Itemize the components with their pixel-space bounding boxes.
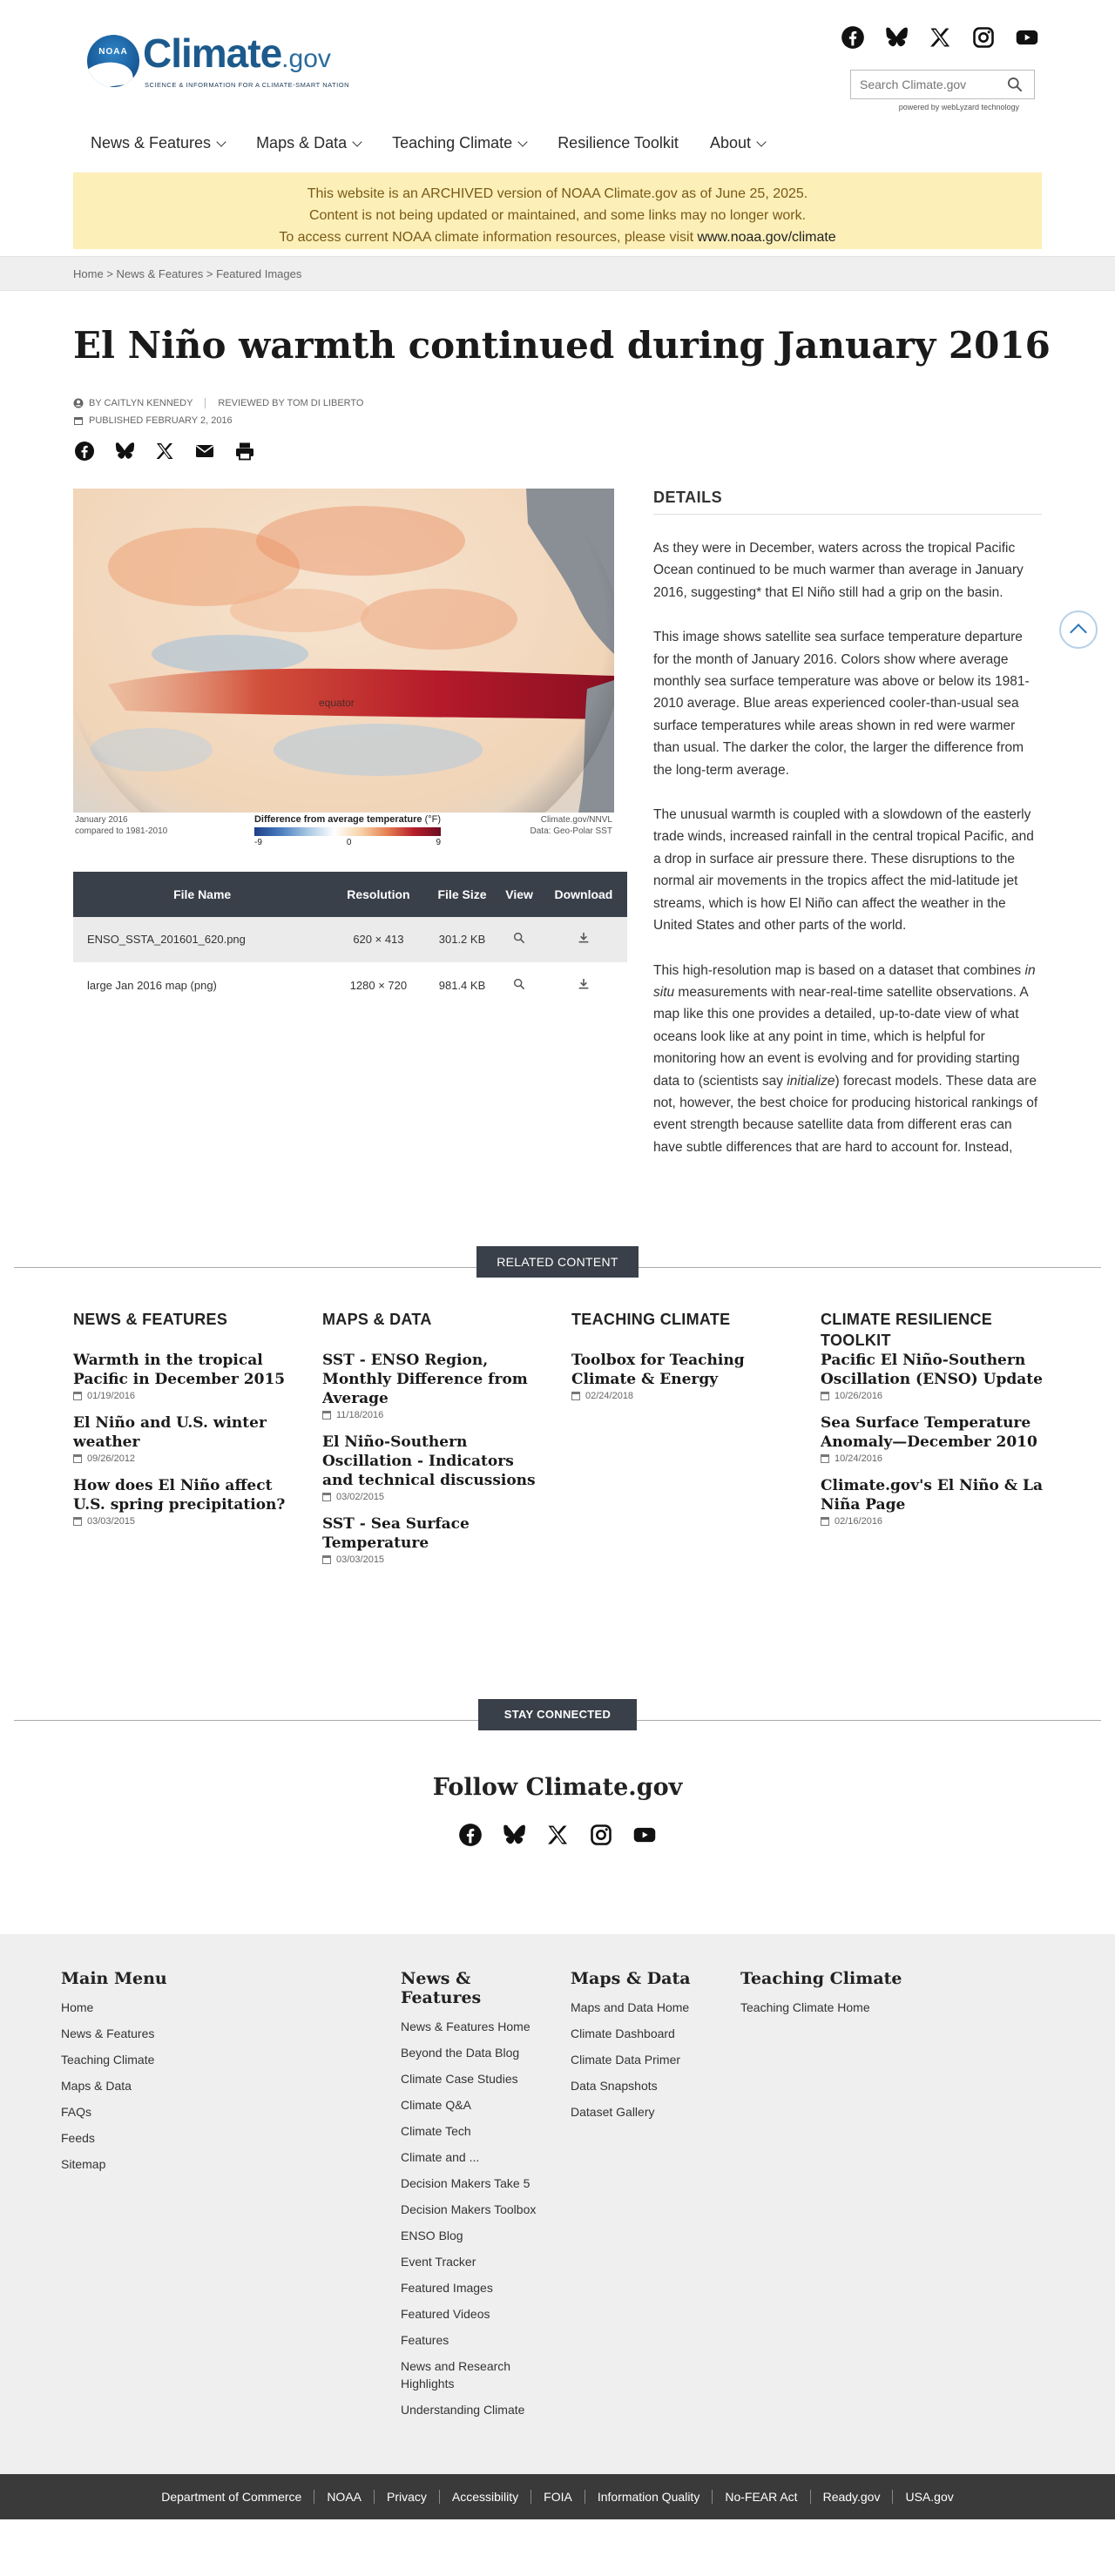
logo-title: Climate.gov	[143, 30, 331, 76]
download-files-table	[73, 872, 627, 1008]
related-item: El Niño-Southern Oscillation - Indicators and technical discussions 03/02/2015	[322, 1433, 536, 1502]
footer-bottom-link[interactable]: No-FEAR Act	[713, 2490, 810, 2504]
breadcrumb-home[interactable]: Home	[73, 266, 104, 280]
footer-link[interactable]: Climate and ...	[401, 2150, 480, 2164]
details-paragraph: This image shows satellite sea surface temperature departure for the month of January 2016. Colors show where average monthly sea surface temperature was above or below its 1981-2010 average. Blue areas experienced cooler-than-usual sea surface temperatures while areas shown in red were warmer than usual. The darker the color, the larger the difference from the long-term average.	[653, 630, 1030, 778]
footer-column-main-menu: Main Menu Home News & Features Teaching Climate Maps & Data FAQs Feeds Sitemap	[61, 1969, 167, 2171]
footer-link[interactable]: Maps and Data Home	[571, 2000, 690, 2014]
chevron-down-icon	[216, 137, 226, 146]
chevron-down-icon	[756, 137, 766, 146]
related-item: How does El Niño affect U.S. spring precipitation? 03/03/2015	[73, 1477, 286, 1527]
details-paragraph: The unusual warmth is coupled with a slowdown of the easterly trade winds, increased rainfall in the central tropical Pacific, and a drop in surface air pressure there. These disruptions to the normal air movements in the tropics affect the mid-latitude jet streams, which is how El Niño can affect the weather in the United States and other parts of the world.	[653, 807, 1034, 934]
nav-resilience-toolkit[interactable]: Resilience Toolkit	[558, 134, 679, 152]
site-header	[0, 0, 1115, 165]
calendar-icon	[821, 1517, 829, 1526]
print-icon[interactable]	[233, 440, 256, 462]
author-link[interactable]: BY CAITLYN KENNEDY	[89, 398, 193, 408]
column-download: Download	[540, 872, 627, 917]
nav-maps-data[interactable]: Maps & Data	[240, 129, 376, 158]
x-icon[interactable]	[544, 1822, 571, 1848]
chevron-down-icon	[352, 137, 362, 146]
chevron-down-icon	[518, 137, 528, 146]
footer-link[interactable]: Understanding Climate	[401, 2403, 525, 2417]
calendar-icon	[73, 1454, 82, 1463]
footer-link[interactable]: Climate Case Studies	[401, 2072, 518, 2086]
download-icon[interactable]	[577, 931, 591, 945]
facebook-icon[interactable]	[840, 24, 866, 51]
table-row: large Jan 2016 map (png) 1280 × 720 981.4 KB	[73, 962, 627, 1008]
footer-link[interactable]: Features	[401, 2333, 449, 2347]
footer-bottom-link[interactable]: Information Quality	[585, 2490, 713, 2504]
related-column-news: NEWS & FEATURES Warmth in the tropical Pacific in December 2015 01/19/2016 El Niño and U.S. winter weather 09/26/2012 How does El Niño affect U.S. spring precipitation? 03/03/2015	[73, 1309, 322, 1577]
footer-link[interactable]: Featured Videos	[401, 2307, 490, 2321]
archive-notice: This website is an ARCHIVED version of NOAA Climate.gov as of June 25, 2025. Content is not being updated or maintained, and some links may no longer work. To access current NOAA climate information resources, please visit www.noaa.gov/climate	[73, 172, 1042, 249]
breadcrumb-news-features[interactable]: News & Features	[116, 266, 204, 280]
footer-column-teaching-climate: Teaching Climate Teaching Climate Home	[740, 1969, 902, 2014]
calendar-icon	[821, 1454, 829, 1463]
instagram-icon[interactable]	[970, 24, 997, 51]
calendar-icon	[821, 1392, 829, 1400]
logo-tagline: SCIENCE & INFORMATION FOR A CLIMATE-SMART NATION	[145, 81, 349, 89]
details-paragraph: As they were in December, waters across the tropical Pacific Ocean continued to be much warmer than average in January 2016, suggesting* that El Niño still had a grip on the basin.	[653, 541, 1024, 600]
follow-heading: Follow Climate.gov	[432, 1774, 683, 1801]
breadcrumb-featured-images[interactable]: Featured Images	[216, 266, 302, 280]
related-item: Pacific El Niño-Southern Oscillation (ENSO) Update 10/26/2016	[821, 1352, 1043, 1401]
footer-link[interactable]: Climate Data Primer	[571, 2053, 681, 2067]
search-icon[interactable]	[999, 71, 1031, 98]
sst-anomaly-map[interactable]	[73, 489, 614, 813]
related-item: SST - ENSO Region, Monthly Difference from Average 11/18/2016	[322, 1352, 528, 1420]
facebook-icon[interactable]	[73, 440, 96, 462]
related-item: Toolbox for Teaching Climate & Energy 02/24/2018	[571, 1352, 745, 1401]
footer-column-maps-data: Maps & Data Maps and Data Home Climate Dashboard Climate Data Primer Data Snapshots Dataset Gallery	[571, 1969, 691, 2119]
related-content-label: RELATED CONTENT	[476, 1246, 639, 1278]
related-content	[0, 1246, 1115, 1577]
footer-link[interactable]: Sitemap	[61, 2157, 106, 2171]
footer-link[interactable]: Climate Q&A	[401, 2098, 471, 2112]
related-column-teaching: TEACHING CLIMATE Toolbox for Teaching Climate & Energy 02/24/2018	[571, 1309, 821, 1577]
youtube-icon[interactable]	[632, 1822, 658, 1848]
calendar-icon	[73, 1517, 82, 1526]
details-paragraph: This high-resolution map is based on a dataset that combines in situ measurements with near-real-time satellite observations. A map like this one provides a detailed, up-to-date view of what oceans look like at any point in time, which is helpful for monitoring how an event is evolving and for providing starting data to (scientists say initialize) forecast models. These data are not, however, the best choice for producing historical rankings of event strength because satellite data from different eras can have subtle differences that are hard to account for. Instead,	[653, 962, 1038, 1155]
footer-link[interactable]: Event Tracker	[401, 2255, 476, 2269]
calendar-icon	[571, 1392, 580, 1400]
stay-connected-label: STAY CONNECTED	[478, 1699, 637, 1730]
bluesky-icon[interactable]	[113, 440, 136, 462]
author-icon	[73, 398, 84, 408]
footer-link[interactable]: Beyond the Data Blog	[401, 2046, 520, 2060]
related-column-maps: MAPS & DATA SST - ENSO Region, Monthly Difference from Average 11/18/2016 El Niño-Southern Oscillation - Indicators and technical discussions 03/02/2015 SST - Sea Surface Temperature 03/03/2015	[322, 1309, 571, 1577]
nav-about[interactable]: About	[694, 129, 780, 158]
related-column-resilience: CLIMATE RESILIENCE TOOLKIT Pacific El Niño-Southern Oscillation (ENSO) Update 10/26/2016 Sea Surface Temperature Anomaly—December 2010 10/24/2016 Climate.gov's El Niño & La Niña Page 02/16/2016	[821, 1311, 1044, 1527]
footer-bottom-link[interactable]: Privacy	[375, 2490, 440, 2504]
footer-link[interactable]: FAQs	[61, 2105, 92, 2119]
facebook-icon[interactable]	[457, 1822, 483, 1848]
details-heading: DETAILS	[653, 489, 1042, 515]
details-section	[653, 489, 1042, 1158]
stay-connected	[0, 1699, 1115, 1934]
nav-news-features[interactable]: News & Features	[75, 129, 240, 158]
color-scale-legend: Difference from average temperature (°F) -9 0 9	[253, 814, 442, 847]
follow-social-links	[0, 1822, 1115, 1848]
view-magnifier-icon[interactable]	[512, 977, 526, 991]
x-icon[interactable]	[153, 440, 176, 462]
footer-bottom-links	[0, 2474, 1115, 2519]
main-navigation	[75, 129, 780, 158]
footer-bottom-link[interactable]: USA.gov	[905, 2490, 954, 2504]
footer-link[interactable]: News & Features Home	[401, 2020, 530, 2033]
search-form	[850, 70, 1035, 99]
footer-link[interactable]: News and Research Highlights	[401, 2359, 511, 2391]
footer-bottom-link[interactable]: FOIA	[531, 2490, 585, 2504]
bluesky-icon[interactable]	[883, 24, 909, 51]
footer-link[interactable]: News & Features	[61, 2026, 155, 2040]
x-icon[interactable]	[927, 24, 953, 51]
calendar-icon	[73, 1392, 82, 1400]
footer-bottom-link[interactable]: Accessibility	[440, 2490, 531, 2504]
equator-label: equator	[319, 697, 355, 709]
footer-link[interactable]: Climate Tech	[401, 2124, 471, 2138]
footer-link[interactable]: Decision Makers Take 5	[401, 2176, 530, 2190]
published-date: PUBLISHED FEBRUARY 2, 2016	[89, 415, 233, 426]
footer-link[interactable]: Home	[61, 2000, 94, 2014]
related-item: SST - Sea Surface Temperature 03/03/2015	[322, 1515, 470, 1565]
column-resolution: Resolution	[331, 872, 425, 917]
instagram-icon[interactable]	[588, 1822, 614, 1848]
footer-bottom-link[interactable]: Department of Commerce	[149, 2490, 314, 2504]
reviewer-link[interactable]: REVIEWED BY TOM DI LIBERTO	[218, 398, 364, 408]
related-item: Warmth in the tropical Pacific in December 2015 01/19/2016	[73, 1352, 286, 1401]
article-byline	[73, 394, 1115, 429]
site-footer	[0, 1934, 1115, 2474]
footer-link[interactable]: Maps & Data	[61, 2079, 132, 2093]
calendar-icon	[322, 1411, 331, 1419]
email-icon[interactable]	[193, 440, 216, 462]
article-content	[0, 462, 1115, 1246]
footer-link[interactable]: Dataset Gallery	[571, 2105, 655, 2119]
back-to-top-button[interactable]	[1059, 610, 1098, 649]
view-magnifier-icon[interactable]	[512, 931, 526, 945]
related-item: Climate.gov's El Niño & La Niña Page 02/16/2016	[821, 1477, 1044, 1527]
page-title: El Niño warmth continued during January 2016	[73, 324, 1051, 367]
footer-link[interactable]: Teaching Climate Home	[740, 2000, 870, 2014]
footer-link[interactable]: Feeds	[61, 2131, 95, 2145]
footer-link[interactable]: Teaching Climate	[61, 2053, 155, 2067]
youtube-icon[interactable]	[1014, 24, 1040, 51]
column-file-size: File Size	[426, 872, 499, 917]
calendar-icon	[322, 1493, 331, 1501]
related-item: Sea Surface Temperature Anomaly—December 2010 10/24/2016	[821, 1414, 1037, 1464]
footer-column-news-features: News & Features News & Features Home Beyond the Data Blog Climate Case Studies Climate Q&A Climate Tech Climate and ... Decision Makers Take 5 Decision Makers Toolbox ENSO Blog Event Tracker Featured Images Featured Videos Features News and Research Highlights Understanding Climate	[401, 1969, 549, 2427]
site-logo[interactable]	[87, 30, 349, 89]
footer-link[interactable]: Climate Dashboard	[571, 2026, 675, 2040]
footer-link[interactable]: Decision Makers Toolbox	[401, 2202, 537, 2216]
related-item: El Niño and U.S. winter weather 09/26/2012	[73, 1414, 267, 1464]
footer-link[interactable]: ENSO Blog	[401, 2229, 463, 2242]
table-row: ENSO_SSTA_201601_620.png 620 × 413 301.2 KB	[73, 917, 627, 962]
footer-link[interactable]: Data Snapshots	[571, 2079, 658, 2093]
color-scale-bar	[254, 827, 441, 836]
footer-bottom-link[interactable]: NOAA	[314, 2490, 375, 2504]
column-view: View	[498, 872, 539, 917]
footer-link[interactable]: Featured Images	[401, 2281, 493, 2295]
bluesky-icon[interactable]	[501, 1822, 527, 1848]
noaa-logo-icon: NOAA	[87, 35, 139, 87]
noaa-climate-link[interactable]: www.noaa.gov/climate	[697, 230, 836, 245]
nav-teaching-climate[interactable]: Teaching Climate	[376, 129, 542, 158]
powered-by-text: powered by webLyzard technology	[898, 103, 1019, 111]
column-file-name: File Name	[73, 872, 331, 917]
download-icon[interactable]	[577, 977, 591, 991]
search-input[interactable]	[851, 78, 999, 91]
calendar-icon	[322, 1555, 331, 1564]
map-legend: January 2016 compared to 1981-2010 Difference from average temperature (°F) -9 0 9 Climate.gov/NNVL Data: Geo-Polar SST	[75, 814, 612, 847]
header-social-links	[840, 24, 1040, 51]
footer-bottom-link[interactable]: Ready.gov	[811, 2490, 894, 2504]
breadcrumb: Home > News & Features > Featured Images	[0, 256, 1115, 291]
calendar-icon	[73, 415, 84, 426]
share-links	[73, 440, 1115, 462]
